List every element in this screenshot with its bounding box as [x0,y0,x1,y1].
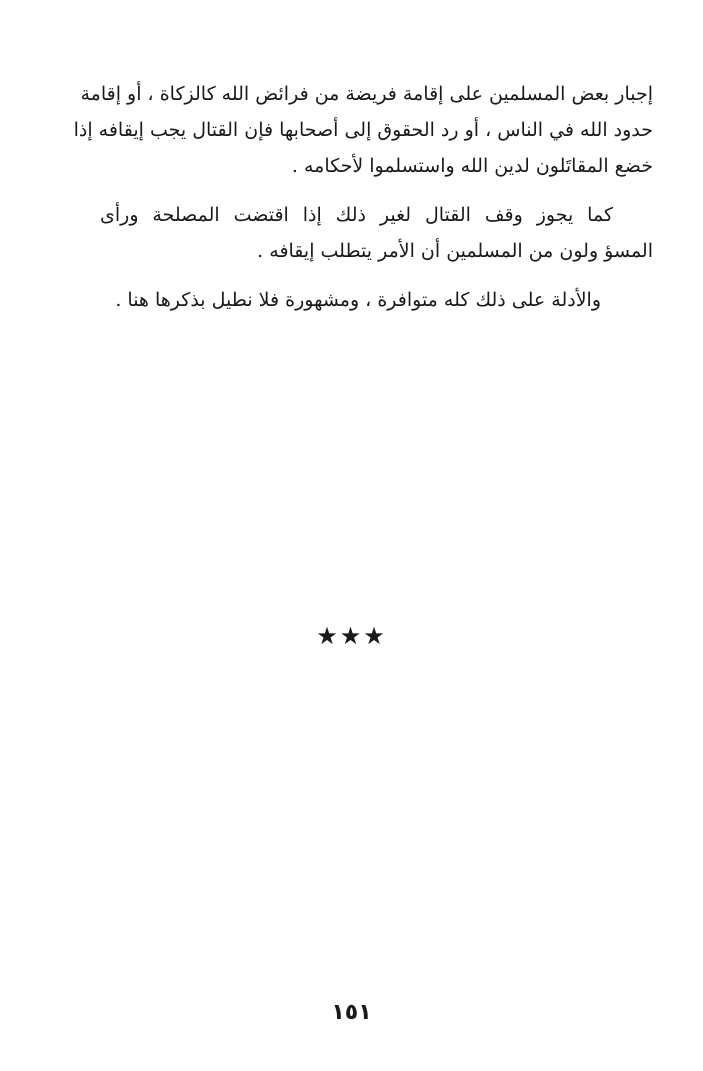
page-number: ١٥١ [331,1000,372,1025]
text-line: والأدلة على ذلك كله متوافرة ، ومشهورة فلا نطيل بذكرها هنا . [115,289,601,311]
text-line: خضع المقاتَلون لدين الله واستسلموا لأحكامه . [291,155,653,177]
text-line: إجبار بعض المسلمين على إقامة فريضة من فرائض الله كالزكاة ، أو إقامة [80,83,653,105]
text-line: المسؤ ولون من المسلمين أن الأمر يتطلب إيقافه . [257,240,653,262]
section-separator-stars: ★★★ [316,622,387,650]
text-line: كما يجوز وقف القتال لغير ذلك إذا اقتضت المصلحة ورأى [100,204,613,226]
text-line: حدود الله في الناس ، أو رد الحقوق إلى أصحابها فإن القتال يجب إيقافه إذا [73,119,653,141]
paragraph-3 [100,282,653,318]
paragraph-2 [100,197,653,269]
paragraph-1 [73,76,653,184]
